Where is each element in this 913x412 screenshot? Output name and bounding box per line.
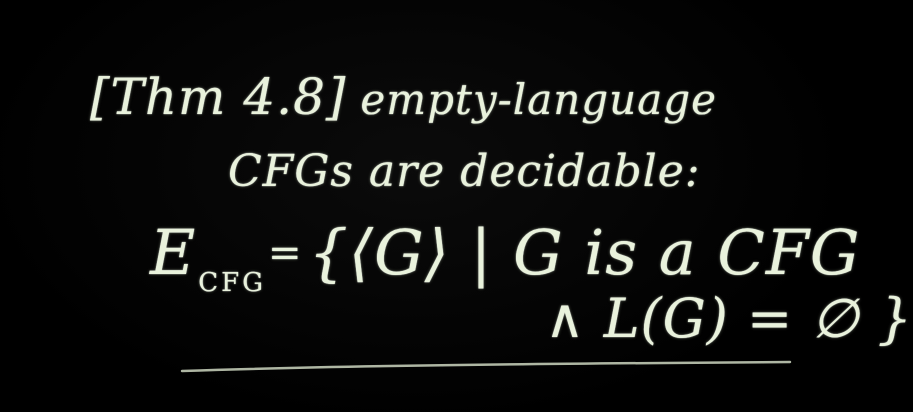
set-subscript: CFG — [198, 267, 266, 298]
theorem-heading — [90, 68, 717, 126]
theorem-topic: empty-language — [360, 75, 717, 124]
equals-sign: = — [267, 230, 303, 276]
set-condition: ∧ L(G) = ∅ } — [545, 287, 913, 350]
set-builder-open: {⟨G⟩ | G is a CFG — [308, 216, 861, 289]
theorem-statement: CFGs are decidable: — [228, 146, 701, 197]
theorem-label: [Thm 4.8] — [90, 68, 347, 126]
chalk-underline — [180, 360, 792, 374]
set-definition — [150, 216, 861, 298]
set-symbol: E — [150, 216, 197, 289]
